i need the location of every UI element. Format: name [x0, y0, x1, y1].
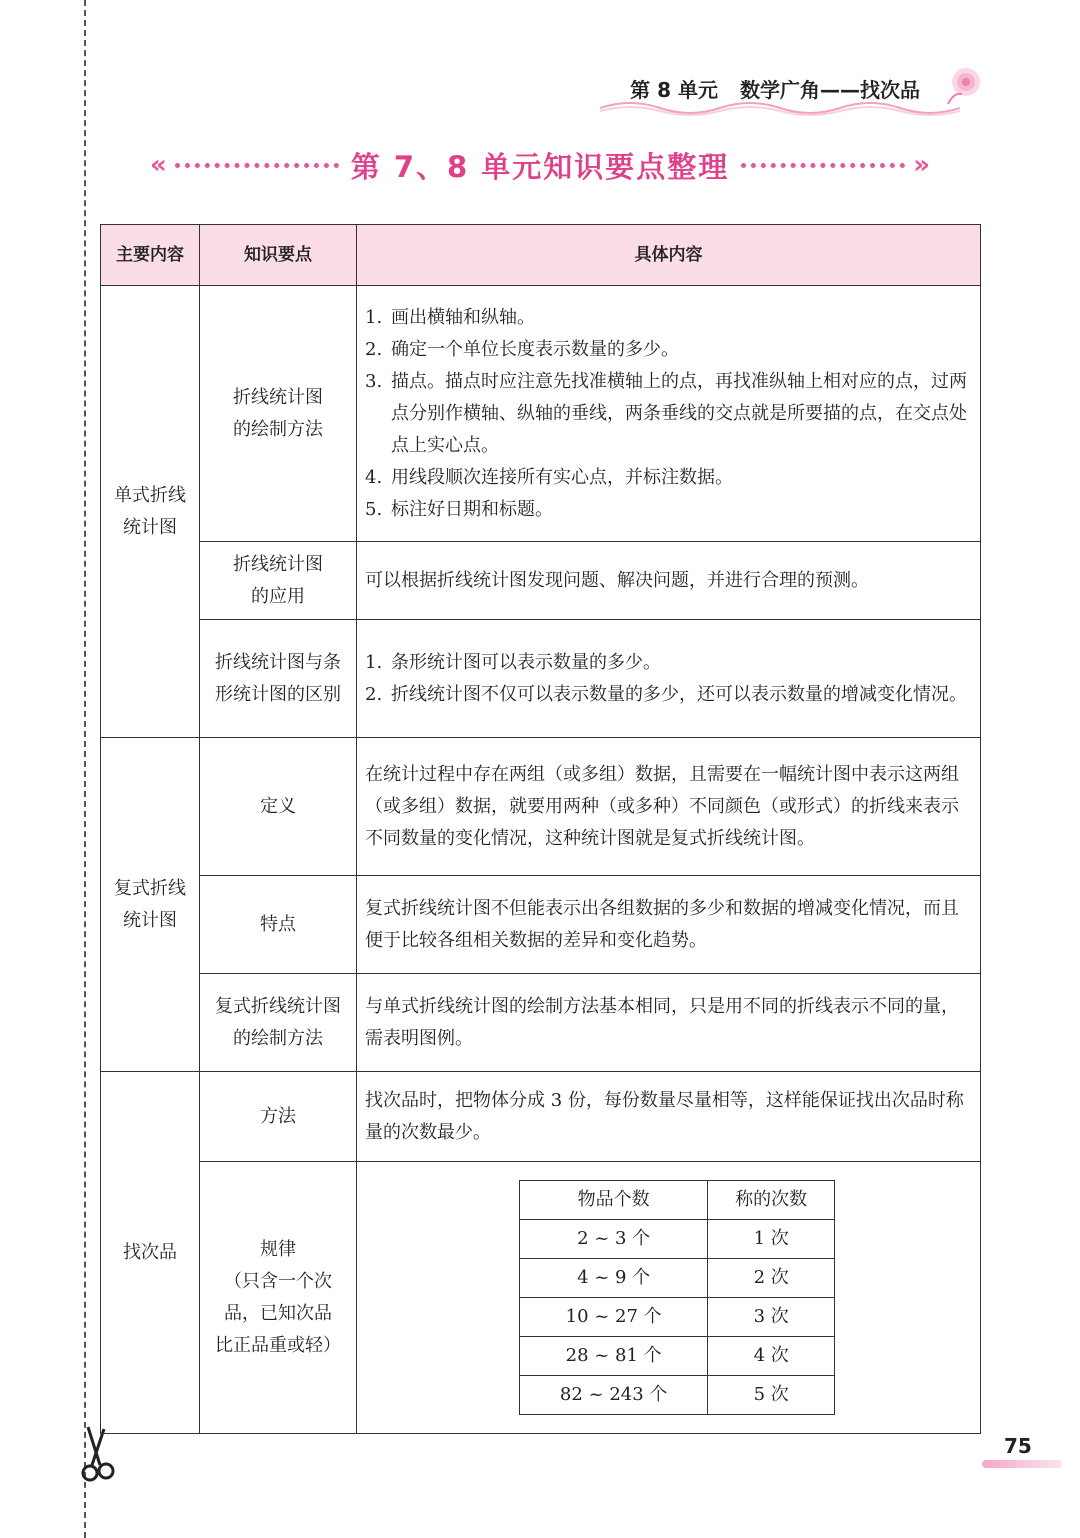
category-line: 找次品: [123, 1241, 177, 1263]
numbered-list: [365, 302, 972, 526]
rule-table: [519, 1180, 835, 1415]
rule-row: [520, 1337, 835, 1376]
point-line: 复式折线统计图: [215, 995, 341, 1017]
column-header: 主要内容: [101, 225, 200, 286]
weigh-times-cell: 5 次: [708, 1376, 835, 1415]
weigh-times-cell: 2 次: [708, 1259, 835, 1298]
title-dots-left: [175, 163, 339, 168]
page-title: 第 7、8 单元知识要点整理: [350, 149, 730, 184]
category-line: 复式折线: [114, 877, 186, 899]
title-bar: [150, 140, 930, 190]
category-line: 统计图: [123, 516, 177, 538]
item-number: 2.: [365, 338, 383, 360]
knowledge-point-cell: [200, 620, 357, 738]
list-item: [365, 679, 972, 711]
scissors-icon: [70, 1425, 120, 1485]
content-cell: [357, 286, 981, 542]
item-text: 折线统计图不仅可以表示数量的多少，还可以表示数量的增减变化情况。: [391, 683, 967, 705]
rule-row: [520, 1376, 835, 1415]
item-text: 用线段顺次连接所有实心点，并标注数据。: [391, 466, 733, 488]
item-number: 1.: [365, 651, 383, 673]
content-cell: 复式折线统计图不但能表示出各组数据的多少和数据的增减变化情况，而且便于比较各组相关数据的差异和变化趋势。: [357, 876, 981, 974]
category-cell: [101, 1072, 200, 1434]
weigh-times-cell: 1 次: [708, 1220, 835, 1259]
category-line: 统计图: [123, 909, 177, 931]
item-text: 画出横轴和纵轴。: [391, 306, 535, 328]
item-text: 标注好日期和标题。: [391, 498, 553, 520]
item-count-cell: 2 ~ 3 个: [520, 1220, 708, 1259]
column-header: 具体内容: [357, 225, 981, 286]
item-number: 3.: [365, 370, 383, 392]
point-line: 折线统计图与条: [215, 651, 341, 673]
right-chevrons-icon: »: [913, 150, 930, 180]
flower-icon: [938, 64, 986, 112]
item-count-cell: 4 ~ 9 个: [520, 1259, 708, 1298]
point-line: 的应用: [251, 585, 305, 607]
weigh-times-cell: 4 次: [708, 1337, 835, 1376]
item-text: 确定一个单位长度表示数量的多少。: [391, 338, 679, 360]
knowledge-table: [100, 224, 981, 1434]
table-row: [101, 974, 981, 1072]
column-header: 知识要点: [200, 225, 357, 286]
table-row: [101, 1162, 981, 1434]
point-line: 比正品重或轻）: [215, 1334, 341, 1356]
point-line: 折线统计图: [233, 386, 323, 408]
page-number-bar: [982, 1460, 1062, 1468]
header-underline: [600, 96, 960, 116]
rule-header: 物品个数: [520, 1181, 708, 1220]
content-cell: [357, 620, 981, 738]
category-line: 单式折线: [114, 484, 186, 506]
point-line: 特点: [260, 913, 296, 935]
page-number: 75: [1004, 1434, 1032, 1458]
point-line: 的绘制方法: [233, 1027, 323, 1049]
point-line: 的绘制方法: [233, 418, 323, 440]
knowledge-point-cell: [200, 738, 357, 876]
content-cell: 与单式折线统计图的绘制方法基本相同，只是用不同的折线表示不同的量，需表明图例。: [357, 974, 981, 1072]
item-number: 1.: [365, 306, 383, 328]
content-cell: 找次品时，把物体分成 3 份，每份数量尽量相等，这样能保证找出次品时称量的次数最少。: [357, 1072, 981, 1162]
table-row: [101, 738, 981, 876]
rule-row: [520, 1259, 835, 1298]
numbered-list: [365, 647, 972, 711]
table-row: [101, 542, 981, 620]
unit-label: 第 8 单元: [630, 78, 718, 102]
content-cell: [357, 1162, 981, 1434]
table-row: [101, 1072, 981, 1162]
rule-row: [520, 1298, 835, 1337]
rule-header-row: [520, 1181, 835, 1220]
cut-line: [84, 0, 86, 1538]
item-number: 4.: [365, 466, 383, 488]
knowledge-point-cell: [200, 1162, 357, 1434]
knowledge-point-cell: [200, 286, 357, 542]
list-item: [365, 334, 972, 366]
knowledge-point-cell: [200, 542, 357, 620]
point-line: 定义: [260, 795, 296, 817]
point-line: 形统计图的区别: [215, 683, 341, 705]
point-line: 品，已知次品: [224, 1302, 332, 1324]
rule-row: [520, 1220, 835, 1259]
category-cell: [101, 286, 200, 738]
item-count-cell: 28 ~ 81 个: [520, 1337, 708, 1376]
rule-header: 称的次数: [708, 1181, 835, 1220]
item-text: 描点。描点时应注意先找准横轴上的点，再找准纵轴上相对应的点，过两点分别作横轴、纵轴的垂线，两条垂线的交点就是所要描的点，在交点处点上实心点。: [391, 370, 967, 456]
title-dots-right: [741, 163, 905, 168]
table-row: [101, 876, 981, 974]
weigh-times-cell: 3 次: [708, 1298, 835, 1337]
list-item: [365, 302, 972, 334]
table-header-row: [101, 225, 981, 286]
table-row: [101, 286, 981, 542]
list-item: [365, 462, 972, 494]
item-text: 条形统计图可以表示数量的多少。: [391, 651, 661, 673]
table-row: [101, 620, 981, 738]
category-cell: [101, 738, 200, 1072]
point-line: （只含一个次: [224, 1270, 332, 1292]
item-number: 2.: [365, 683, 383, 705]
content-cell: 可以根据折线统计图发现问题、解决问题，并进行合理的预测。: [357, 542, 981, 620]
item-count-cell: 82 ~ 243 个: [520, 1376, 708, 1415]
point-line: 方法: [260, 1105, 296, 1127]
point-line: 折线统计图: [233, 553, 323, 575]
knowledge-point-cell: [200, 974, 357, 1072]
item-count-cell: 10 ~ 27 个: [520, 1298, 708, 1337]
point-line: 规律: [260, 1238, 296, 1260]
item-number: 5.: [365, 498, 383, 520]
knowledge-point-cell: [200, 876, 357, 974]
knowledge-point-cell: [200, 1072, 357, 1162]
content-cell: 在统计过程中存在两组（或多组）数据，且需要在一幅统计图中表示这两组（或多组）数据，就要用两种（或多种）不同颜色（或形式）的折线来表示不同数量的变化情况，这种统计图就是复式折线统计图。: [357, 738, 981, 876]
left-chevrons-icon: «: [150, 150, 167, 180]
list-item: [365, 647, 972, 679]
topic-label: 数学广角——找次品: [740, 78, 920, 102]
list-item: [365, 366, 972, 462]
list-item: [365, 494, 972, 526]
